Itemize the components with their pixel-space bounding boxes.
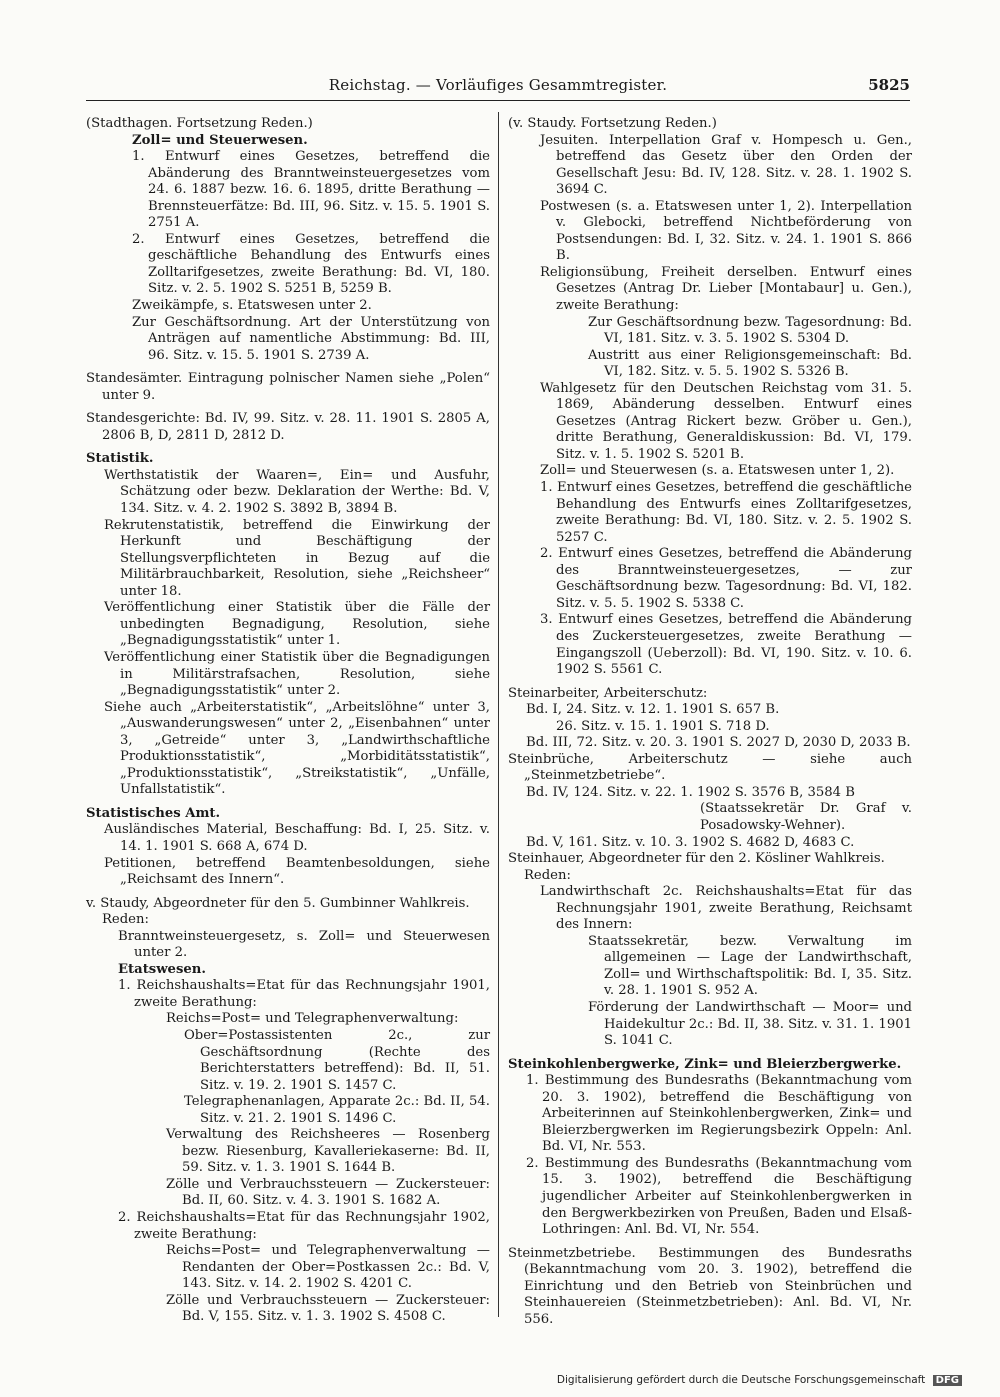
index-entry: Standesämter. Eintragung polnischer Namen siehe „Polen“ unter 9. [86,371,490,403]
column-divider [498,112,499,1317]
index-entry: Wahlgesetz für den Deutschen Reichstag vom 31. 5. 1869, Abänderung desselben. Entwurf eines Gesetzes (Antrag Rickert bezw. Gröber u. Gen.), dritte Berathung, Generaldiskussion: Bd. VI, 179. Sitz. v. 1. 5. 1902 S. 5201 B. [540,380,912,462]
index-entry: Steinhauer, Abgeordneter für den 2. Kösliner Wahlkreis. [508,851,885,867]
header-title: Reichstag. — Vorläufiges Gesammtregister. [328,76,668,94]
entry-gap [86,364,490,371]
index-entry: Ausländisches Material, Beschaffung: Bd. I, 25. Sitz. v. 14. 1. 1901 S. 668 A, 674 D. [104,822,490,854]
index-entry: Steinarbeiter, Arbeiterschutz: [508,685,708,701]
index-entry: 1. Entwurf eines Gesetzes, betreffend die Abänderung des Branntweinsteuergesetzes vom 24. 6. 1887 bezw. 16. 6. 1895, dritte Berathung — Brennsteuerfätze: Bd. III, 96. Sitz. v. 15. 5. 1901 S. 2751 A. [132,149,490,231]
entry-gap [86,799,490,806]
entry-gap [508,679,912,686]
index-entry: Reden: [102,912,149,928]
index-entry: 2. Entwurf eines Gesetzes, betreffend die Abänderung des Branntweinsteuergesetzes, — zur Geschäftsordnung bezw. Tagesordnung: Bd. VI, 182. Sitz. v. 5. 5. 1902 S. 5338 C. [540,546,912,611]
left-column [86,116,490,1326]
right-column [508,116,912,1328]
index-entry: Petitionen, betreffend Beamtenbesoldungen, siehe „Reichsamt des Innern“. [104,855,490,888]
index-entry: Verwaltung des Reichsheeres — Rosenberg bezw. Riesenburg, Kavalleriekaserne: Bd. II, 59. Sitz. v. 1. 3. 1901 S. 1644 B. [166,1127,490,1176]
running-header [86,76,910,98]
index-entry: Zweikämpfe, s. Etatswesen unter 2. [132,298,372,314]
index-entry: Rekrutenstatistik, betreffend die Einwirkung der Herkunft und Beschäftigung der Stellungsverpflichteten in Bezug auf die Militärbrauchbarkeit, Resolution, siehe „Reichsheer“ unter 18. [104,517,490,599]
index-entry: Bd. III, 72. Sitz. v. 20. 3. 1901 S. 2027 D, 2030 D, 2033 B. [526,735,911,751]
header-rule [86,100,910,101]
dfg-logo: DFG [933,1375,962,1386]
index-entry: Statistik. [86,451,154,467]
index-entry: (Staatssekretär Dr. Graf v. Posadowsky-Wehner). [700,801,912,833]
index-entry: 26. Sitz. v. 15. 1. 1901 S. 718 D. [556,718,770,734]
index-entry: Austritt aus einer Religionsgemeinschaft: Bd. VI, 182. Sitz. v. 5. 5. 1902 S. 5326 B. [588,347,912,380]
entry-gap [508,1050,912,1057]
index-entry: Reichs=Post= und Telegraphenverwaltung — Rendanten der Ober=Postkassen 2c.: Bd. V, 143. Sitz. v. 14. 2. 1902 S. 4201 C. [166,1243,490,1292]
index-entry: Zoll= und Steuerwesen. [132,132,308,148]
index-entry: 1. Reichshaushalts=Etat für das Rechnungsjahr 1901, zweite Berathung: [118,978,490,1010]
index-entry: Bd. I, 24. Sitz. v. 12. 1. 1901 S. 657 B. [526,702,780,718]
index-entry: Zoll= und Steuerwesen (s. a. Etatswesen unter 1, 2). [540,463,895,479]
index-entry: (v. Staudy. Fortsetzung Reden.) [508,116,717,131]
footer-credit: Digitalisierung gefördert durch die Deutsche Forschungsgemeinschaft [556,1374,926,1386]
index-entry: Statistisches Amt. [86,805,221,821]
index-entry: 2. Reichshaushalts=Etat für das Rechnungsjahr 1902, zweite Berathung: [118,1210,490,1242]
index-entry: Landwirthschaft 2c. Reichshaushalts=Etat für das Rechnungsjahr 1901, zweite Berathung, Reichsamt des Innern: [540,884,912,933]
index-entry: 1. Bestimmung des Bundesraths (Bekanntmachung vom 20. 3. 1902), betreffend die Beschäftigung von Arbeiterinnen auf Steinkohlenbergwerken, Zink= und Bleierzbergwerken im Regierungsbezirk Oppeln: Anl. Bd. VI, Nr. 553. [526,1073,912,1155]
index-entry: Bd. IV, 124. Sitz. v. 22. 1. 1902 S. 3576 B, 3584 B [526,784,855,800]
index-entry: Zölle und Verbrauchssteuern — Zuckersteuer: Bd. V, 155. Sitz. v. 1. 3. 1902 S. 4508 C. [166,1292,490,1325]
index-entry: Zur Geschäftsordnung. Art der Unterstützung von Anträgen auf namentliche Abstimmung: Bd. III, 96. Sitz. v. 15. 5. 1901 S. 2739 A. [132,314,490,363]
entry-gap [86,404,490,411]
index-entry: Steinmetzbetriebe. Bestimmungen des Bundesraths (Bekanntmachung vom 20. 3. 1902), betreffend die Einrichtung und den Betrieb von Steinbrüchen und Steinhauereien (Steinmetzbetrieben): Anl. Bd. VI, Nr. 556. [508,1245,912,1327]
index-entry: Religionsübung, Freiheit derselben. Entwurf eines Gesetzes (Antrag Dr. Lieber [Montabaur] u. Gen.), zweite Berathung: [540,264,912,314]
index-entry: Staatssekretär, bezw. Verwaltung im allgemeinen — Lage der Landwirthschaft, Zoll= und Wirthschaftspolitik: Bd. I, 35. Sitz. v. 28. 1. 1901 S. 952 A. [588,933,912,999]
index-entry: Zur Geschäftsordnung bezw. Tagesordnung: Bd. VI, 181. Sitz. v. 3. 5. 1902 S. 5304 D. [588,314,912,347]
index-entry: Förderung der Landwirthschaft — Moor= und Haidekultur 2c.: Bd. II, 38. Sitz. v. 31. 1. 1901 S. 1041 C. [588,999,912,1049]
index-entry: Branntweinsteuergesetz, s. Zoll= und Steuerwesen unter 2. [118,928,490,961]
index-entry: Steinkohlenbergwerke, Zink= und Bleierzbergwerke. [508,1056,902,1072]
index-entry: Etatswesen. [118,961,206,977]
index-entry: Standesgerichte: Bd. IV, 99. Sitz. v. 28. 11. 1901 S. 2805 A, 2806 B, D, 2811 D, 2812 D. [86,411,490,443]
index-entry: Ober=Postassistenten 2c., zur Geschäftsordnung (Rechte des Berichterstatters betreffend): Bd. II, 51. Sitz. v. 19. 2. 1901 S. 1457 C. [184,1027,490,1093]
index-entry: Bd. V, 161. Sitz. v. 10. 3. 1902 S. 4682 D, 4683 C. [526,834,855,850]
index-entry: Veröffentlichung einer Statistik über die Fälle der unbedingten Begnadigung, Resolution, siehe „Begnadigungsstatistik“ unter 1. [104,600,490,649]
index-entry: Zölle und Verbrauchssteuern — Zuckersteuer: Bd. II, 60. Sitz. v. 4. 3. 1901 S. 1682 A. [166,1176,490,1209]
index-entry: Steinbrüche, Arbeiterschutz — siehe auch „Steinmetzbetriebe“. [508,751,912,784]
index-entry: Postwesen (s. a. Etatswesen unter 1, 2). Interpellation v. Glebocki, betreffend Nichtbeförderung von Postsendungen: Bd. I, 32. Sitz. v. 24. 1. 1901 S. 866 B. [540,198,912,264]
index-entry: 2. Entwurf eines Gesetzes, betreffend die geschäftliche Behandlung des Entwurfs eines Zolltarifgesetzes, zweite Berathung: Bd. VI, 180. Sitz. v. 2. 5. 1902 S. 5251 B, 5259 B. [132,231,490,297]
page-number: 5825 [868,76,910,94]
entry-gap [508,1239,912,1246]
index-entry: v. Staudy, Abgeordneter für den 5. Gumbinner Wahlkreis. [86,895,470,911]
index-entry: 2. Bestimmung des Bundesraths (Bekanntmachung vom 15. 3. 1902), betreffend die Beschäftigung jugendlicher Arbeiter auf Steinkohlenbergwerken in den Bergwerkbezirken von Preußen, Baden und Elsaß-Lothringen: Anl. Bd. VI, Nr. 554. [526,1155,912,1238]
index-entry: Jesuiten. Interpellation Graf v. Hompesch u. Gen., betreffend das Gesetz über den Orden der Gesellschaft Jesu: Bd. IV, 128. Sitz. v. 28. 1. 1902 S. 3694 C. [540,132,912,198]
index-entry: 1. Entwurf eines Gesetzes, betreffend die geschäftliche Behandlung des Entwurfs eines Zolltarifgesetzes, zweite Berathung: Bd. VI, 180. Sitz. v. 2. 5. 1902 S. 5257 C. [540,480,912,545]
index-entry: Werthstatistik der Waaren=, Ein= und Ausfuhr, Schätzung oder bezw. Deklaration der Werthe: Bd. V, 134. Sitz. v. 4. 2. 1902 S. 3892 B, 3894 B. [104,467,490,517]
index-entry: Telegraphenanlagen, Apparate 2c.: Bd. II, 54. Sitz. v. 21. 2. 1901 S. 1496 C. [184,1094,490,1126]
index-entry: Veröffentlichung einer Statistik über die Begnadigungen in Militärstrafsachen, Resolution, siehe „Begnadigungsstatistik“ unter 2. [104,649,490,699]
index-entry: Siehe auch „Arbeiterstatistik“, „Arbeitslöhne“ unter 3, „Auswanderungswesen“ unter 2, „Eisenbahnen“ unter 3, „Getreide“ unter 3, „Landwirthschaftliche Produktionsstatistik“, „Morbiditätsstatistik“, „Produktionsstatistik“, „Streikstatistik“, „Unfälle, Unfallstatistik“. [104,699,490,798]
index-entry: 3. Entwurf eines Gesetzes, betreffend die Abänderung des Zuckersteuergesetzes, zweite Berathung — Eingangszoll (Ueberzoll): Bd. VI, 190. Sitz. v. 10. 6. 1902 S. 5561 C. [540,612,912,678]
footer [557,1374,962,1386]
entry-gap [86,444,490,451]
index-entry: Reden: [524,867,571,883]
entry-gap [86,889,490,896]
index-entry: (Stadthagen. Fortsetzung Reden.) [86,116,313,131]
index-entry: Reichs=Post= und Telegraphenverwaltung: [166,1011,459,1027]
